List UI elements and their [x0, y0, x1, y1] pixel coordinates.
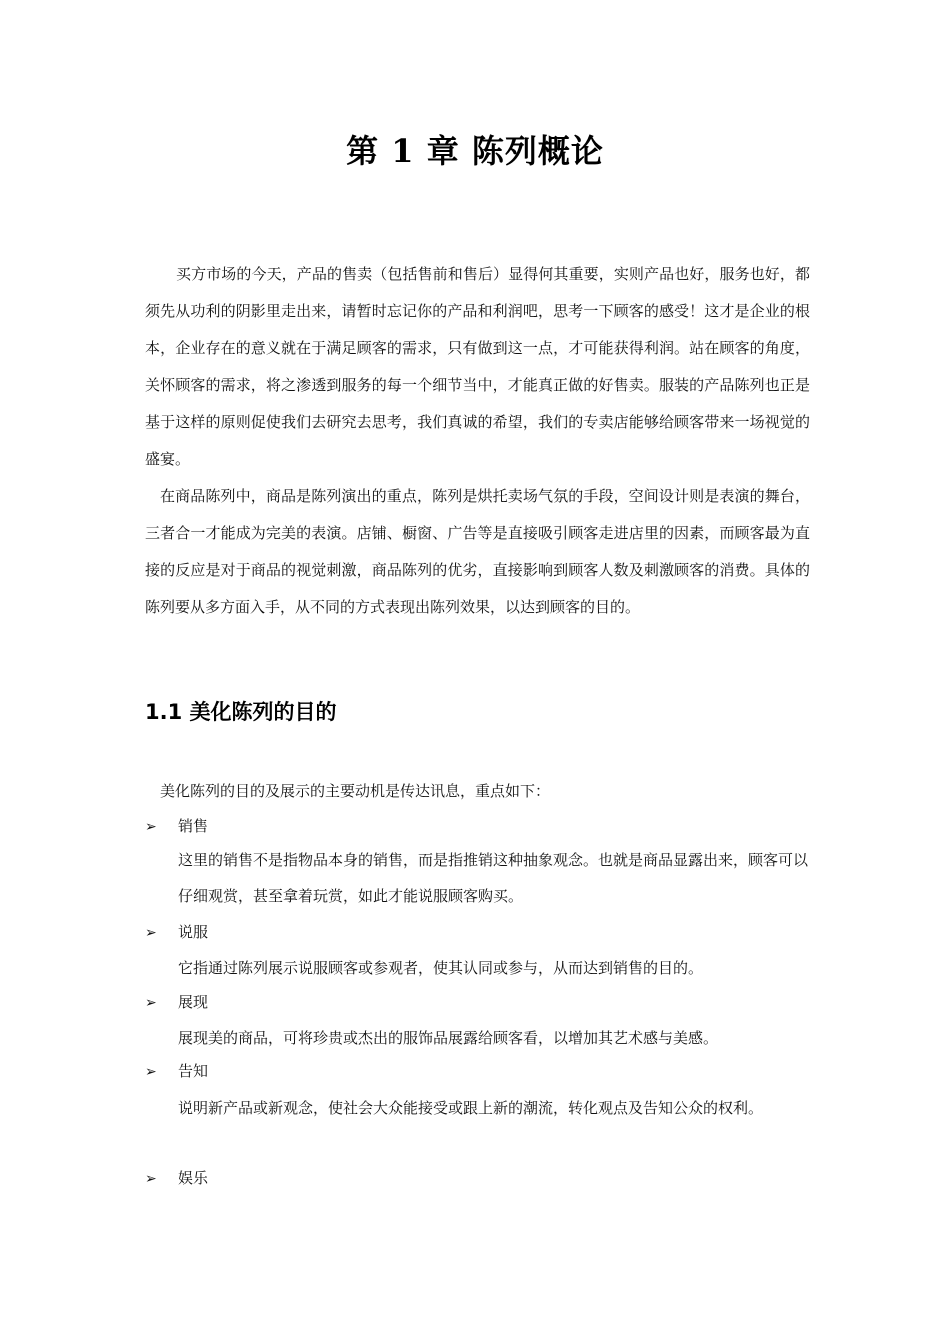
bullet-description: 它指通过陈列展示说服顾客或参观者，使其认同或参与，从而达到销售的目的。	[178, 959, 704, 977]
bullet-description: 说明新产品或新观念，使社会大众能接受或跟上新的潮流，转化观点及告知公众的权利。	[178, 1099, 764, 1117]
bullet-arrow-icon: ➢	[145, 1171, 157, 1187]
bullet-arrow-icon: ➢	[145, 925, 157, 941]
section-title: 1.1 美化陈列的目的	[145, 700, 337, 724]
bullet-arrow-icon: ➢	[145, 995, 157, 1011]
bullet-item	[145, 917, 208, 948]
bullet-description: 这里的销售不是指物品本身的销售，而是指推销这种抽象观念。也就是商品显露出来，顾客可以仔细观赏，甚至拿着玩赏，如此才能说服顾客购买。	[178, 851, 809, 905]
bullet-description: 展现美的商品，可将珍贵或杰出的服饰品展露给顾客看，以增加其艺术感与美感。	[178, 1029, 719, 1047]
bullet-label: 告知	[178, 1062, 209, 1080]
bullet-arrow-icon: ➢	[145, 819, 157, 835]
bullet-label: 展现	[178, 993, 209, 1011]
bullet-item	[145, 987, 208, 1018]
bullet-item	[145, 1056, 208, 1087]
paragraph-1: 买方市场的今天，产品的售卖（包括售前和售后）显得何其重要，实则产品也好，服务也好，都须先从功利的阴影里走出来，请暂时忘记你的产品和利润吧，思考一下顾客的感受！这才是企业的根本，企业存在的意义就在于满足顾客的需求，只有做到这一点，才可能获得利润。站在顾客的角度，关怀顾客的需求，将之渗透到服务的每一个细节当中，才能真正做的好售卖。服装的产品陈列也正是基于这样的原则促使我们去研究去思考，我们真诚的希望，我们的专卖店能够给顾客带来一场视觉的盛宴。	[145, 265, 810, 468]
bullet-label: 说服	[178, 923, 209, 941]
bullet-item	[145, 1163, 208, 1194]
paragraph-2: 在商品陈列中，商品是陈列演出的重点，陈列是烘托卖场气氛的手段，空间设计则是表演的舞台，三者合一才能成为完美的表演。店铺、橱窗、广告等是直接吸引顾客走进店里的因素，而顾客最为直接的反应是对于商品的视觉刺激，商品陈列的优劣，直接影响到顾客人数及刺激顾客的消费。具体的陈列要从多方面入手，从不同的方式表现出陈列效果，以达到顾客的目的。	[145, 487, 810, 616]
section-intro: 美化陈列的目的及展示的主要动机是传达讯息，重点如下：	[160, 782, 551, 800]
bullet-label: 销售	[178, 817, 209, 835]
chapter-title: 第 1 章 陈列概论	[346, 132, 604, 170]
bullet-label: 娱乐	[178, 1169, 209, 1187]
bullet-item	[145, 811, 208, 842]
bullet-arrow-icon: ➢	[145, 1064, 157, 1080]
